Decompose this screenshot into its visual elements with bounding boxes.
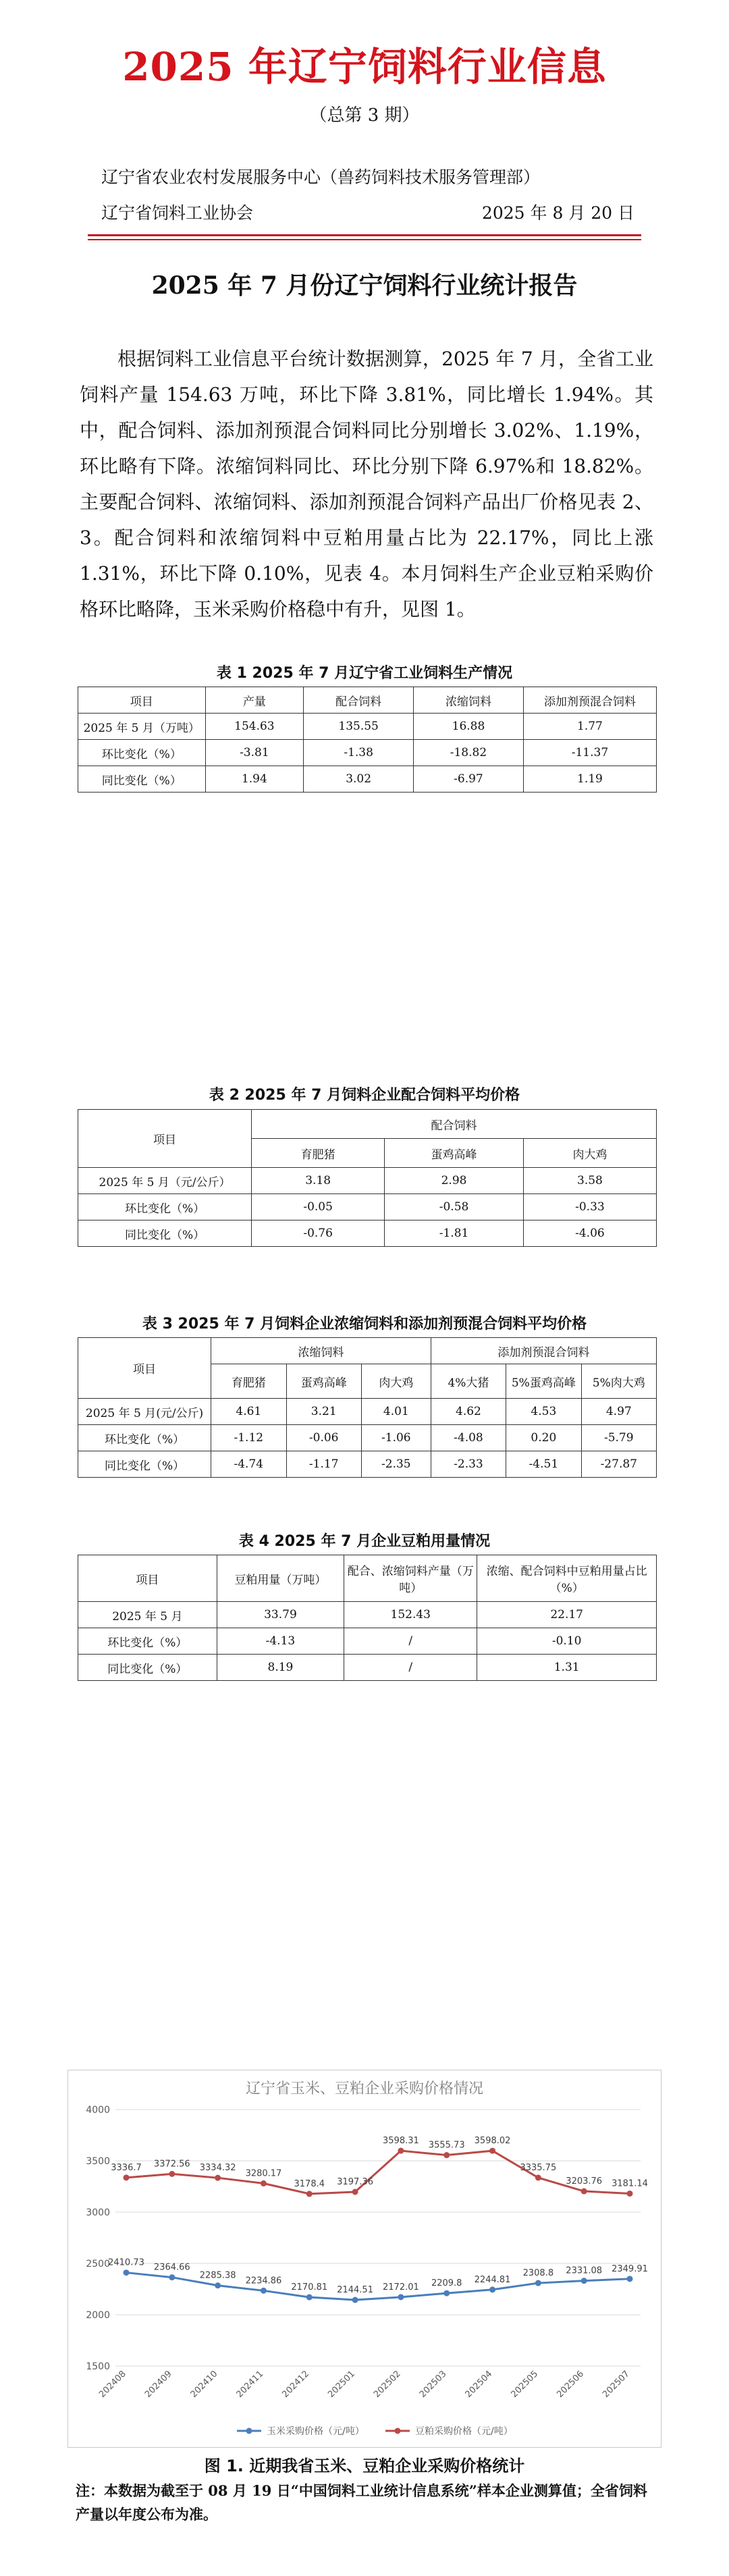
table-cell: 环比变化（%） (78, 740, 206, 766)
table-cell: / (344, 1628, 477, 1655)
table-header-cell: 产量 (205, 687, 304, 714)
table-row (78, 1451, 657, 1478)
table-cell: 3.58 (523, 1168, 656, 1194)
x-tick-label: 202410 (188, 2369, 220, 2400)
table-header-cell: 浓缩饲料 (211, 1338, 431, 1364)
table-cell: -18.82 (414, 740, 524, 766)
table-row (78, 1220, 657, 1247)
chart-title: 辽宁省玉米、豆粕企业采购价格情况 (245, 2081, 484, 2097)
table-cell: 154.63 (205, 714, 304, 740)
data-label: 2349.91 (612, 2263, 648, 2274)
data-label: 3336.7 (111, 2162, 142, 2173)
table-header-cell: 肉大鸡 (361, 1364, 431, 1399)
table-header-cell: 浓缩饲料 (414, 687, 524, 714)
data-label: 2410.73 (108, 2257, 144, 2268)
data-label: 2144.51 (337, 2285, 373, 2296)
table-row (78, 1194, 657, 1220)
table-cell: 4.97 (581, 1399, 656, 1425)
table-cell: 4.01 (361, 1399, 431, 1425)
x-tick-label: 202504 (463, 2369, 495, 2400)
y-tick-label: 2000 (86, 2310, 110, 2321)
legend-marker (246, 2428, 252, 2434)
table-cell: 3.21 (286, 1399, 361, 1425)
table-cell: 同比变化（%） (78, 1220, 252, 1247)
data-label: 3334.32 (199, 2163, 236, 2174)
y-tick-label: 3500 (86, 2156, 110, 2167)
data-point (352, 2297, 358, 2303)
x-tick-label: 202501 (326, 2369, 357, 2400)
data-label: 3598.31 (383, 2136, 419, 2147)
table-cell: 2025 年 5 月 (78, 1602, 217, 1628)
table2 (78, 1109, 657, 1247)
table-cell: -0.05 (252, 1194, 385, 1220)
document-title: 2025 年辽宁饲料行业信息 (122, 44, 607, 90)
table-cell: -2.35 (361, 1451, 431, 1478)
data-point (261, 2288, 267, 2294)
data-label: 2285.38 (199, 2270, 236, 2281)
table-cell: -0.76 (252, 1220, 385, 1247)
figure-note: 注：本数据为截至于 08 月 19 日“中国饲料工业统计信息系统”样本企业测算值；全省饲料产量以年度公布为准。 (76, 2482, 647, 2523)
table-cell: 同比变化（%） (78, 1451, 211, 1478)
data-point (306, 2191, 313, 2197)
table-cell: -27.87 (581, 1451, 656, 1478)
table-header-cell: 蛋鸡高峰 (385, 1139, 524, 1168)
table-cell: -0.06 (286, 1425, 361, 1451)
table-cell: 同比变化（%） (78, 1655, 217, 1681)
legend-marker (395, 2428, 401, 2434)
table-cell: -4.13 (217, 1628, 344, 1655)
legend-label: 玉米采购价格（元/吨） (267, 2426, 364, 2437)
data-point (169, 2171, 175, 2177)
table-cell: -4.51 (506, 1451, 581, 1478)
data-label: 2209.8 (431, 2278, 462, 2289)
data-point (581, 2278, 587, 2284)
data-point (306, 2295, 313, 2301)
table-cell: -6.97 (414, 766, 524, 793)
data-point (489, 2286, 495, 2292)
table-cell: 135.55 (304, 714, 414, 740)
data-point (215, 2282, 221, 2288)
table-header-cell: 添加剂预混合饲料 (431, 1338, 656, 1364)
table-header-cell: 项目 (78, 1555, 217, 1602)
table-cell: -0.58 (385, 1194, 524, 1220)
table-row (78, 1425, 657, 1451)
table-cell: 3.18 (252, 1168, 385, 1194)
table-row (78, 1602, 657, 1628)
data-point (535, 2280, 541, 2286)
data-point (627, 2276, 633, 2282)
data-label: 3372.56 (153, 2159, 190, 2170)
issue-number: （总第 3 期） (309, 105, 420, 126)
table-header-row (78, 1555, 657, 1602)
table-header-cell: 豆粕用量（万吨） (217, 1555, 344, 1602)
table-cell: -5.79 (581, 1425, 656, 1451)
price-chart-frame (68, 2070, 662, 2448)
table-cell: 1.94 (205, 766, 304, 793)
x-tick-label: 202505 (509, 2369, 541, 2400)
legend-label: 豆粕采购价格（元/吨） (415, 2426, 513, 2437)
data-label: 2364.66 (153, 2262, 190, 2273)
table-cell: / (344, 1655, 477, 1681)
data-label: 3335.75 (520, 2162, 557, 2173)
table-header-cell: 育肥猪 (252, 1139, 385, 1168)
report-title: 2025 年 7 月份辽宁饲料行业统计报告 (151, 271, 578, 300)
x-tick-label: 202411 (234, 2369, 266, 2400)
table-cell: 环比变化（%） (78, 1628, 217, 1655)
table-cell: -4.74 (211, 1451, 286, 1478)
data-label: 3197.36 (337, 2177, 373, 2188)
data-point (352, 2189, 358, 2195)
table-cell: 1.31 (477, 1655, 657, 1681)
data-point (215, 2175, 221, 2181)
table-cell: 1.19 (523, 766, 656, 793)
table-cell: 8.19 (217, 1655, 344, 1681)
data-point (581, 2189, 587, 2195)
data-label: 2172.01 (383, 2282, 419, 2292)
data-label: 3181.14 (612, 2178, 648, 2189)
table-cell: -0.10 (477, 1628, 657, 1655)
x-tick-label: 202409 (142, 2369, 174, 2400)
figure-caption: 图 1. 近期我省玉米、豆粕企业采购价格统计 (204, 2457, 525, 2475)
data-point (443, 2290, 450, 2297)
table-cell: 4.61 (211, 1399, 286, 1425)
table-cell: -11.37 (523, 740, 656, 766)
data-point (124, 2270, 130, 2276)
table-cell: 1.77 (523, 714, 656, 740)
table-cell: 2025 年 5 月（元/公斤） (78, 1168, 252, 1194)
table-header-cell: 配合饲料 (304, 687, 414, 714)
table-cell: 环比变化（%） (78, 1425, 211, 1451)
y-tick-label: 3000 (86, 2207, 110, 2218)
x-tick-label: 202412 (280, 2369, 312, 2400)
x-tick-label: 202408 (97, 2369, 128, 2400)
data-label: 3280.17 (245, 2168, 282, 2179)
table-cell: -0.33 (523, 1194, 656, 1220)
table-header-cell: 配合饲料 (252, 1110, 657, 1139)
table-cell: 33.79 (217, 1602, 344, 1628)
table-header-cell: 蛋鸡高峰 (286, 1364, 361, 1399)
table-header-cell: 添加剂预混合饲料 (523, 687, 656, 714)
table4 (78, 1555, 657, 1681)
table-header-cell: 5%蛋鸡高峰 (506, 1364, 581, 1399)
data-point (443, 2152, 450, 2158)
header-divider-bottom (88, 239, 641, 240)
table-row (78, 1655, 657, 1681)
table-header-cell: 项目 (78, 1110, 252, 1168)
table-cell: -1.81 (385, 1220, 524, 1247)
data-point (124, 2174, 130, 2180)
table-row (78, 740, 657, 766)
data-label: 3598.02 (474, 2136, 511, 2147)
table3 (78, 1337, 657, 1478)
table-cell: -4.08 (431, 1425, 506, 1451)
data-label: 3555.73 (428, 2140, 465, 2151)
data-point (398, 2294, 404, 2300)
table-row (78, 766, 657, 793)
table-row (78, 1399, 657, 1425)
data-point (261, 2180, 267, 2186)
table-header-row (78, 687, 657, 714)
data-label: 2331.08 (566, 2265, 603, 2276)
table1-title: 表 1 2025 年 7 月辽宁省工业饲料生产情况 (216, 665, 513, 682)
table-cell: 22.17 (477, 1602, 657, 1628)
table-cell: 3.02 (304, 766, 414, 793)
table-cell: -1.17 (286, 1451, 361, 1478)
price-line-chart (68, 2070, 661, 2447)
table4-title: 表 4 2025 年 7 月企业豆粕用量情况 (238, 1533, 491, 1550)
data-label: 2308.8 (522, 2268, 554, 2279)
table-cell: 同比变化（%） (78, 766, 206, 793)
data-label: 3178.4 (294, 2178, 325, 2189)
table-cell: 0.20 (506, 1425, 581, 1451)
table-cell: -2.33 (431, 1451, 506, 1478)
table-cell: -1.12 (211, 1425, 286, 1451)
table-cell: 环比变化（%） (78, 1194, 252, 1220)
association: 辽宁省饲料工业协会 (101, 203, 254, 223)
table-cell: 2025 年 5 月(元/公斤) (78, 1399, 211, 1425)
table-cell: -3.81 (205, 740, 304, 766)
table-cell: -4.06 (523, 1220, 656, 1247)
y-tick-label: 2500 (86, 2259, 110, 2270)
table-header-cell: 4%大猪 (431, 1364, 506, 1399)
table-cell: 2.98 (385, 1168, 524, 1194)
header-divider-top (88, 234, 641, 236)
report-body: 根据饲料工业信息平台统计数据测算，2025 年 7 月，全省工业饲料产量 154.63 万吨，环比下降 3.81%，同比增长 1.94%。其中，配合饲料、添加剂预混合饲料同比分别增长 3.02%、1.19%，环比略有下降。浓缩饲料同比、环比分别下降 6.97%和 18.82%。主要配合饲料、浓缩饲料、添加剂预混合饲料产品出厂价格见表 2、3。配合饲料和浓缩饲料中豆粕用量占比为 22.17%，同比上涨 1.31%，环比下降 0.10%，见表 4。本月饲料生产企业豆粕采购价格环比略降，玉米采购价格稳中有升，见图 1。 (80, 348, 653, 620)
organizer: 辽宁省农业农村发展服务中心（兽药饲料技术服务管理部） (101, 167, 541, 187)
table-cell: -1.38 (304, 740, 414, 766)
x-tick-label: 202506 (555, 2369, 587, 2400)
data-point (535, 2174, 541, 2180)
table-header-row (78, 1110, 657, 1139)
table1 (78, 687, 657, 793)
table-cell: 4.62 (431, 1399, 506, 1425)
data-point (489, 2148, 495, 2154)
x-tick-label: 202503 (417, 2369, 449, 2400)
data-label: 2244.81 (474, 2274, 511, 2285)
data-point (398, 2148, 404, 2154)
table-row (78, 714, 657, 740)
table-cell: 152.43 (344, 1602, 477, 1628)
data-label: 3203.76 (566, 2176, 603, 2187)
table2-title: 表 2 2025 年 7 月饲料企业配合饲料平均价格 (209, 1087, 520, 1104)
table-header-cell: 项目 (78, 1338, 211, 1399)
x-tick-label: 202502 (372, 2369, 403, 2400)
table-row (78, 1168, 657, 1194)
table-cell: 4.53 (506, 1399, 581, 1425)
x-tick-label: 202507 (601, 2369, 632, 2400)
data-label: 2234.86 (245, 2276, 282, 2286)
table-header-cell: 肉大鸡 (523, 1139, 656, 1168)
table-cell: 2025 年 5 月（万吨） (78, 714, 206, 740)
data-point (169, 2274, 175, 2280)
table-header-row (78, 1338, 657, 1364)
data-label: 2170.81 (291, 2282, 328, 2293)
y-tick-label: 1500 (86, 2361, 110, 2372)
table-cell: -1.06 (361, 1425, 431, 1451)
table-header-cell: 5%肉大鸡 (581, 1364, 656, 1399)
table3-title: 表 3 2025 年 7 月饲料企业浓缩饲料和添加剂预混合饲料平均价格 (142, 1316, 587, 1333)
publish-date: 2025 年 8 月 20 日 (481, 203, 634, 223)
table-header-cell: 项目 (78, 687, 206, 714)
table-header-cell: 配合、浓缩饲料产量（万吨） (344, 1555, 477, 1602)
table-header-cell: 育肥猪 (211, 1364, 286, 1399)
data-point (627, 2191, 633, 2197)
table-cell: 16.88 (414, 714, 524, 740)
y-tick-label: 4000 (86, 2105, 110, 2116)
table-header-cell: 浓缩、配合饲料中豆粕用量占比（%） (477, 1555, 657, 1602)
table-row (78, 1628, 657, 1655)
